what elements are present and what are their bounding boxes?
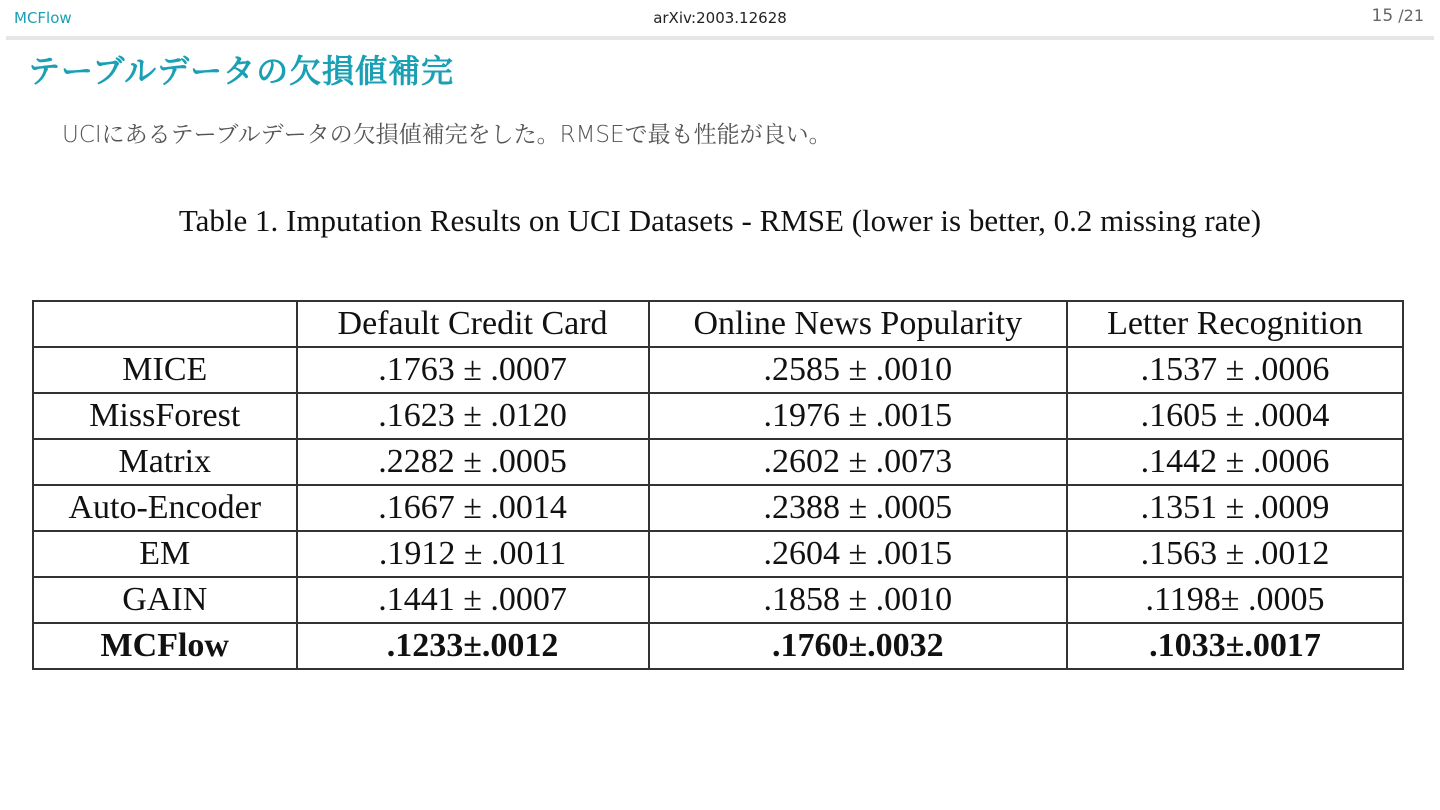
value-cell: .1351 ± .0009 xyxy=(1067,485,1403,531)
header-divider xyxy=(6,36,1434,40)
value-cell: .1537 ± .0006 xyxy=(1067,347,1403,393)
value-cell: .1198± .0005 xyxy=(1067,577,1403,623)
method-cell: MissForest xyxy=(33,393,297,439)
table-row xyxy=(33,485,1403,531)
value-cell: .1442 ± .0006 xyxy=(1067,439,1403,485)
slide-subtitle: UCIにあるテーブルデータの欠損値補完をした。RMSEで最も性能が良い。 xyxy=(62,122,832,148)
table-header-row xyxy=(33,301,1403,347)
brand-label: MCFlow xyxy=(14,9,72,27)
value-cell: .2282 ± .0005 xyxy=(297,439,649,485)
top-bar xyxy=(0,0,1440,36)
table-row-best xyxy=(33,623,1403,669)
table-row xyxy=(33,393,1403,439)
value-cell: .1563 ± .0012 xyxy=(1067,531,1403,577)
table-row xyxy=(33,531,1403,577)
value-cell: .1912 ± .0011 xyxy=(297,531,649,577)
value-cell: .1763 ± .0007 xyxy=(297,347,649,393)
value-cell: .1760±.0032 xyxy=(649,623,1067,669)
table-row xyxy=(33,577,1403,623)
header-cell: Letter Recognition xyxy=(1067,301,1403,347)
header-cell: Default Credit Card xyxy=(297,301,649,347)
source-label: arXiv:2003.12628 xyxy=(653,9,787,27)
table-row xyxy=(33,439,1403,485)
method-cell: Matrix xyxy=(33,439,297,485)
value-cell: .2604 ± .0015 xyxy=(649,531,1067,577)
method-cell: EM xyxy=(33,531,297,577)
value-cell: .1976 ± .0015 xyxy=(649,393,1067,439)
header-cell: Online News Popularity xyxy=(649,301,1067,347)
value-cell: .2585 ± .0010 xyxy=(649,347,1067,393)
table-row xyxy=(33,347,1403,393)
value-cell: .1605 ± .0004 xyxy=(1067,393,1403,439)
value-cell: .1441 ± .0007 xyxy=(297,577,649,623)
value-cell: .1233±.0012 xyxy=(297,623,649,669)
slide-title: テーブルデータの欠損値補完 xyxy=(28,52,455,90)
table-caption: Table 1. Imputation Results on UCI Datasets - RMSE (lower is better, 0.2 missing rate) xyxy=(178,203,1262,238)
value-cell: .2602 ± .0073 xyxy=(649,439,1067,485)
page-total: /21 xyxy=(1398,6,1424,25)
header-cell xyxy=(33,301,297,347)
results-table xyxy=(32,300,1404,670)
method-cell: MCFlow xyxy=(33,623,297,669)
value-cell: .1667 ± .0014 xyxy=(297,485,649,531)
value-cell: .1033±.0017 xyxy=(1067,623,1403,669)
page-indicator xyxy=(1372,6,1424,26)
value-cell: .1858 ± .0010 xyxy=(649,577,1067,623)
page-current: 15 xyxy=(1371,6,1394,26)
method-cell: MICE xyxy=(33,347,297,393)
value-cell: .1623 ± .0120 xyxy=(297,393,649,439)
method-cell: GAIN xyxy=(33,577,297,623)
method-cell: Auto-Encoder xyxy=(33,485,297,531)
value-cell: .2388 ± .0005 xyxy=(649,485,1067,531)
